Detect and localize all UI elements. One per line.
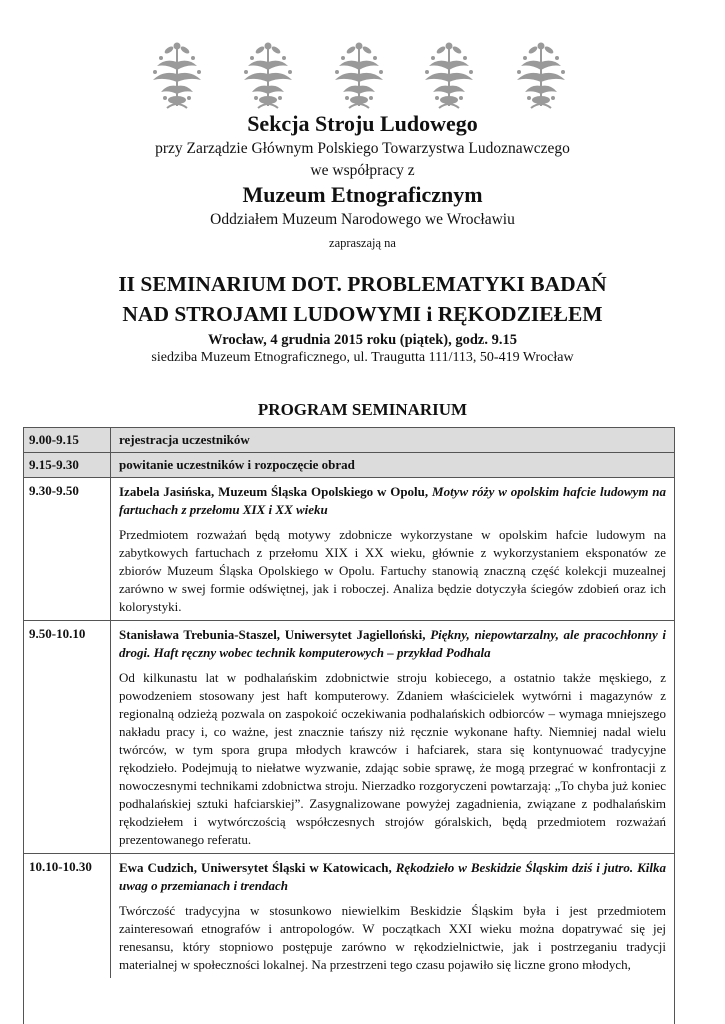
folk-ornament-icon (419, 40, 479, 112)
folk-ornament-icon (511, 40, 571, 112)
folk-ornament-icon (238, 40, 298, 112)
branch-line: Oddziałem Muzeum Narodowego we Wrocławiu (210, 211, 515, 228)
talk-heading (119, 859, 666, 895)
table-row (24, 854, 674, 978)
time-cell: 9.15-9.30 (24, 453, 111, 477)
time-cell: 9.50-10.10 (24, 621, 111, 853)
board-line: przy Zarządzie Głównym Polskiego Towarzystwa Ludoznawczego (155, 140, 570, 157)
time-cell: 9.00-9.15 (24, 428, 111, 452)
cooperation-line: we współpracy z (310, 162, 415, 179)
talk-heading (119, 483, 666, 519)
talk-cell (111, 621, 674, 853)
agenda-item: powitanie uczestników i rozpoczęcie obrad (119, 457, 355, 472)
museum-title: Muzeum Etnograficznym (242, 182, 483, 207)
seminar-title-line-2: NAD STROJAMI LUDOWYMI i RĘKODZIEŁEM (122, 302, 603, 326)
table-row (24, 428, 674, 453)
talk-abstract: Twórczość tradycyjna w stosunkowo niewielkim Beskidzie Śląskim była i jest przedmiotem zainteresowań etnografów i antropologów. W początkach XXI wieku można dopatrywać się jej renesansu, który stopniowo postępuje zarówno w rękodzielnictwie, jak i postrzeganiu tradycji materialnej w społeczności lokalnej. Na przestrzeni tego czasu pojawiło się liczne grono młodych, (119, 903, 666, 972)
talk-abstract: Od kilkunastu lat w podhalańskim zdobnictwie stroju kobiecego, a ostatnio także męskiego, z powodzeniem stosowany jest haft komputerowy. Zdaniem właścicielek wytwórni i magazynów z regionalną odzieżą pozwala on zaspokoić oczekiwania podhalańskich odbiorców – wymaga mniejszego nakładu pracy i, co ważne, jest znacznie tańszy niż ręcznie wykonane hafty. Niemniej nadal wielu twórców, w tym spora grupa młodych krawców i hafciarek, stara się kontynuować tradycyjne rękodzieło. Podejmują to niełatwe wyzwanie, zdając sobie sprawę, że mogą przegrać w konfrontacji z nowoczesnymi technikami zdobnictwa stroju. Nierzadko rozgoryczeni powtarzają: „To chyba już koniec podhalańskiej sztuki hafciarskiej”. Zasygnalizowane powyżej zagadnienia, związane z podhalańskim rękodziełem i wytwórczością współczesnych strojów góralskich, będą przedmiotem rozważań prezentowanego referatu. (119, 670, 666, 847)
program-heading: PROGRAM SEMINARIUM (257, 400, 468, 419)
speaker-name: Ewa Cudzich, Uniwersytet Śląski w Katowicach, (119, 860, 392, 875)
talk-cell (111, 854, 674, 978)
talk-title: Motyw róży w opolskim hafcie ludowym na fartuchach z przełomu XIX i XX wieku (119, 484, 667, 517)
table-row (24, 453, 674, 478)
seminar-venue: siedziba Muzeum Etnograficznego, ul. Traugutta 111/113, 50-419 Wrocław (151, 350, 574, 365)
folk-ornament-icon (329, 40, 389, 112)
talk-heading (119, 626, 666, 662)
talk-title: Rękodzieło w Beskidzie Śląskim dziś i jutro. Kilka uwag o przemianach i trendach (119, 860, 667, 893)
ornament-row (0, 40, 725, 112)
invite-line: zapraszają na (329, 236, 396, 250)
section-title: Sekcja Stroju Ludowego (247, 111, 478, 136)
seminar-title-line-1: II SEMINARIUM DOT. PROBLEMATYKI BADAŃ (118, 272, 607, 296)
speaker-name: Stanisława Trebunia-Staszel, Uniwersytet Jagielloński, (119, 627, 426, 642)
talk-abstract: Przedmiotem rozważań będą motywy zdobnicze wykorzystane w opolskim hafcie ludowym na zabytkowych fartuchach z przełomu XIX i XX wieku, głównie z wykorzystaniem eksponatów ze zbiorów Muzeum Śląska Opolskiego w Opolu. Fartuchy stanowią znaczną część kolekcji muzealnej zarówno w swej formie odświętnej, jak i roboczej. Analiza będzie dotyczyła ściegów zdobień oraz ich kolorystyki. (119, 527, 666, 614)
folk-ornament-icon (147, 40, 207, 112)
agenda-item: rejestracja uczestników (119, 432, 250, 447)
seminar-date: Wrocław, 4 grudnia 2015 roku (piątek), godz. 9.15 (208, 332, 517, 348)
time-cell: 9.30-9.50 (24, 478, 111, 620)
table-row (24, 621, 674, 854)
time-cell: 10.10-10.30 (24, 854, 111, 978)
table-row (24, 478, 674, 621)
talk-cell (111, 478, 674, 620)
talk-title: Piękny, niepowtarzalny, ale pracochłonny i drogi. Haft ręczny wobec technik komputerowych – przykład Podhala (119, 627, 666, 660)
speaker-name: Izabela Jasińska, Muzeum Śląska Opolskiego w Opolu, (119, 484, 429, 499)
program-table (23, 427, 675, 1024)
